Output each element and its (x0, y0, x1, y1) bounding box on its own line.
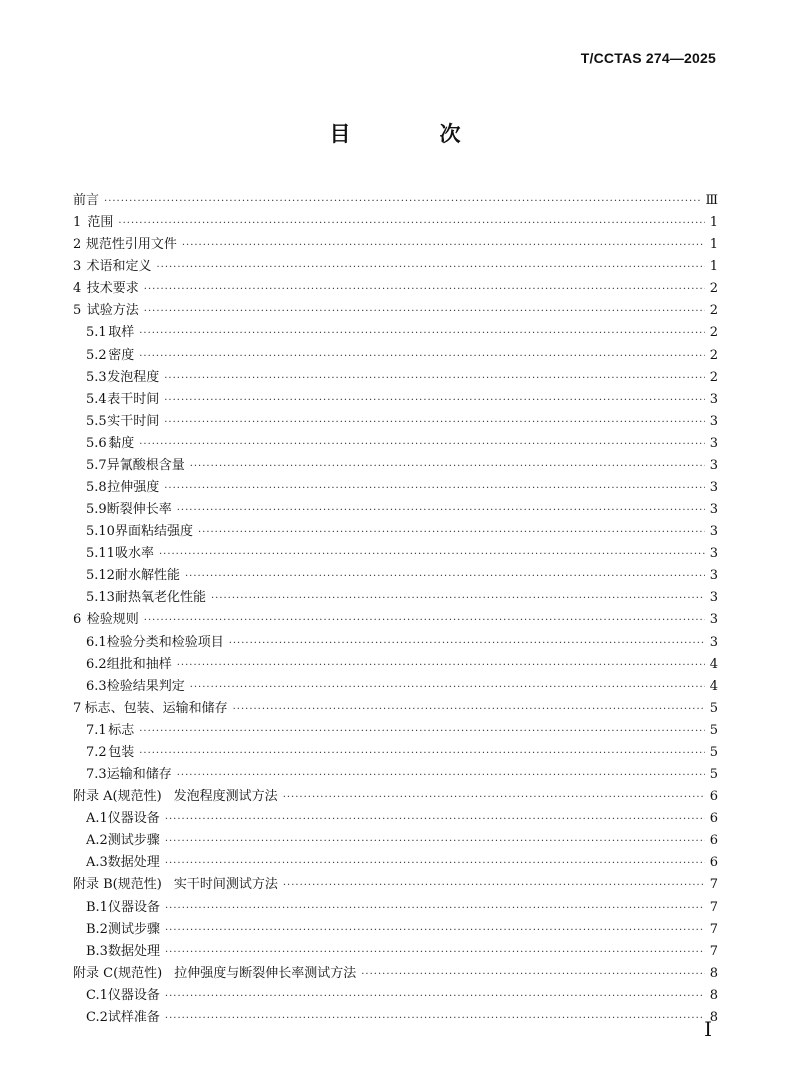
toc-entry[interactable] (73, 763, 718, 785)
toc-entry[interactable] (73, 984, 718, 1006)
toc-entry[interactable] (73, 851, 718, 873)
dot-leader (165, 814, 705, 825)
toc-entry-number: 6.2 (86, 656, 107, 672)
toc-entry[interactable] (73, 719, 718, 741)
toc-entry-number: 5.2 (86, 347, 107, 363)
toc-entry[interactable] (73, 962, 718, 984)
toc-entry-title: 试验方法 (86, 303, 139, 319)
toc-entry-title: 实干时间测试方法 (173, 877, 278, 893)
toc-entry-number: A.3 (86, 855, 108, 871)
toc-entry-number: A.2 (86, 833, 108, 849)
toc-entry[interactable] (73, 873, 718, 895)
toc-entry[interactable] (73, 785, 718, 807)
toc-entry-title: 吸水率 (114, 546, 154, 562)
dot-leader (144, 284, 705, 295)
toc-entry-title: 实干时间 (107, 413, 160, 429)
toc-entry[interactable] (73, 631, 718, 653)
toc-entry-page: Ⅲ (705, 193, 718, 208)
toc-entry-title: 测试步骤 (107, 921, 160, 937)
dot-leader (164, 483, 704, 494)
toc-entry-page: 4 (709, 656, 718, 672)
toc-entry-number: 5.7 (86, 457, 107, 473)
toc-entry-number: 5.5 (86, 413, 107, 429)
dot-leader (177, 770, 705, 781)
dot-leader (165, 858, 705, 869)
toc-entry[interactable] (73, 653, 718, 675)
dot-leader (190, 461, 705, 472)
toc-entry-page: 3 (709, 413, 718, 429)
toc-entry[interactable] (73, 807, 718, 829)
dot-leader (185, 571, 705, 582)
toc-entry-number: 5.9 (86, 502, 107, 518)
toc-entry-number: 3 (73, 259, 82, 275)
toc-entry-page: 3 (709, 457, 718, 473)
toc-entry-page: 2 (709, 347, 718, 363)
dot-leader (233, 704, 705, 715)
toc-entry[interactable] (73, 454, 718, 476)
toc-entry-number: 附录 C(规范性) (73, 965, 163, 981)
toc-entry[interactable] (73, 476, 718, 498)
dot-leader (164, 373, 704, 384)
toc-entry-number: 2 (73, 237, 82, 253)
toc-entry[interactable] (73, 233, 718, 255)
dot-leader (144, 306, 705, 317)
toc-entry-title: 断裂伸长率 (106, 502, 172, 518)
toc-entry[interactable] (73, 542, 718, 564)
toc-entry-number: 5.10 (86, 524, 115, 540)
table-of-contents (73, 189, 718, 1028)
toc-entry-title: 技术要求 (86, 281, 139, 297)
toc-entry-page: 2 (709, 325, 718, 341)
toc-entry-title: 标志、包装、运输和储存 (84, 700, 228, 716)
toc-entry[interactable] (73, 741, 718, 763)
toc-entry[interactable] (73, 277, 718, 299)
toc-entry[interactable] (73, 432, 718, 454)
toc-entry-title: 界面粘结强度 (114, 524, 193, 540)
toc-entry[interactable] (73, 344, 718, 366)
toc-entry-title: 标志 (108, 722, 135, 738)
toc-entry-title: 仪器设备 (107, 987, 160, 1003)
toc-entry[interactable] (73, 608, 718, 630)
toc-entry-number: A.1 (86, 811, 108, 827)
toc-entry-number: B.3 (86, 943, 108, 959)
toc-entry-number: 7.2 (86, 744, 107, 760)
toc-entry-page: 3 (709, 524, 718, 540)
toc-entry-number: 5.13 (86, 590, 115, 606)
dot-leader (139, 328, 705, 339)
toc-entry-page: 3 (709, 546, 718, 562)
toc-entry[interactable] (73, 675, 718, 697)
toc-entry[interactable] (73, 189, 718, 211)
dot-leader (139, 726, 705, 737)
toc-entry-number: 5.12 (86, 568, 115, 584)
dot-leader (165, 836, 705, 847)
toc-entry-title: 拉伸强度与断裂伸长率测试方法 (174, 965, 357, 981)
toc-entry-page: 3 (709, 480, 718, 496)
dot-leader (283, 792, 705, 803)
toc-entry-number: 5 (73, 303, 82, 319)
toc-entry[interactable] (73, 498, 718, 520)
dot-leader (198, 527, 705, 538)
page-title: 目 次 (329, 121, 495, 146)
dot-leader (182, 240, 705, 251)
toc-entry-number: 1 (73, 215, 82, 231)
toc-entry-title: 仪器设备 (107, 811, 160, 827)
toc-entry-title: 范围 (87, 215, 114, 231)
dot-leader (144, 615, 705, 626)
dot-leader (164, 417, 704, 428)
toc-entry[interactable] (73, 299, 718, 321)
toc-entry-number: 7 (73, 700, 82, 716)
toc-entry[interactable] (73, 211, 718, 233)
toc-entry-page: 1 (709, 259, 718, 275)
toc-entry-title: 包装 (108, 744, 135, 760)
toc-entry[interactable] (73, 388, 718, 410)
toc-entry-title: 表干时间 (107, 391, 160, 407)
toc-entry-page: 8 (709, 1009, 718, 1025)
dot-leader (165, 947, 705, 958)
dot-leader (156, 262, 704, 273)
dot-leader (177, 505, 705, 516)
toc-entry-title: 拉伸强度 (107, 480, 160, 496)
toc-entry[interactable] (73, 1006, 718, 1028)
toc-entry-page: 6 (709, 855, 718, 871)
toc-entry-title: 密度 (108, 347, 135, 363)
toc-entry[interactable] (73, 366, 718, 388)
toc-entry-page: 7 (709, 899, 718, 915)
toc-entry-number: 7.1 (86, 722, 107, 738)
toc-entry-title: 前言 (73, 193, 100, 208)
toc-entry-number: 附录 A(规范性) (73, 789, 162, 805)
dot-leader (164, 395, 704, 406)
toc-entry-page: 6 (709, 833, 718, 849)
toc-entry-title: 耐热氧老化性能 (114, 590, 206, 606)
dot-leader (229, 638, 705, 649)
toc-entry-title: 取样 (108, 325, 135, 341)
toc-entry-page: 7 (709, 943, 718, 959)
toc-entry-page: 3 (709, 435, 718, 451)
toc-entry-title: 术语和定义 (86, 259, 152, 275)
toc-entry-page: 3 (709, 391, 718, 407)
toc-entry[interactable] (73, 829, 718, 851)
toc-entry-number: 6.3 (86, 678, 107, 694)
toc-entry-page: 2 (709, 303, 718, 319)
toc-entry-title: 试样准备 (107, 1009, 160, 1025)
toc-entry-title: 测试步骤 (107, 833, 160, 849)
toc-entry-number: B.2 (86, 921, 108, 937)
toc-entry-title: 运输和储存 (106, 767, 172, 783)
page-number: I (704, 1017, 712, 1041)
toc-entry-page: 5 (709, 722, 718, 738)
toc-entry[interactable] (73, 918, 718, 940)
toc-entry-page: 1 (709, 237, 718, 253)
toc-entry-title: 检验分类和检验项目 (106, 634, 224, 650)
toc-entry-number: 6 (73, 612, 82, 628)
toc-entry-title: 规范性引用文件 (85, 237, 177, 253)
toc-entry[interactable] (73, 255, 718, 277)
toc-entry-number: 4 (73, 281, 82, 297)
toc-entry-title: 检验规则 (86, 612, 139, 628)
toc-entry[interactable] (73, 896, 718, 918)
toc-entry-page: 5 (709, 744, 718, 760)
dot-leader (139, 748, 705, 759)
dot-leader (159, 549, 705, 560)
dot-leader (165, 925, 705, 936)
toc-entry-number: 5.4 (86, 391, 107, 407)
dot-leader (190, 682, 705, 693)
toc-entry-page: 3 (709, 590, 718, 606)
dot-leader (211, 593, 705, 604)
toc-entry-title: 发泡程度 (107, 369, 160, 385)
toc-entry-page: 7 (709, 877, 718, 893)
toc-entry-title: 仪器设备 (107, 899, 160, 915)
toc-entry-page: 8 (709, 965, 718, 981)
toc-entry-number: 7.3 (86, 767, 107, 783)
toc-entry-number: B.1 (86, 899, 108, 915)
toc-entry-page: 2 (709, 281, 718, 297)
dot-leader (139, 439, 705, 450)
dot-leader (283, 880, 705, 891)
dot-leader (165, 1013, 705, 1024)
toc-entry-number: 5.3 (86, 369, 107, 385)
toc-entry[interactable] (73, 586, 718, 608)
toc-entry-page: 3 (709, 612, 718, 628)
toc-entry-title: 异氰酸根含量 (106, 457, 185, 473)
toc-entry-page: 5 (709, 700, 718, 716)
toc-entry-page: 5 (709, 767, 718, 783)
toc-entry-number: 5.1 (86, 325, 107, 341)
toc-entry-page: 3 (709, 634, 718, 650)
toc-entry-page: 4 (709, 678, 718, 694)
toc-entry-title: 数据处理 (107, 855, 160, 871)
standard-code: T/CCTAS 274—2025 (580, 50, 716, 66)
toc-entry-number: C.1 (86, 987, 108, 1003)
toc-entry-title: 耐水解性能 (114, 568, 180, 584)
toc-entry-page: 3 (709, 568, 718, 584)
dot-leader (118, 218, 704, 229)
dot-leader (177, 660, 705, 671)
toc-entry-title: 检验结果判定 (106, 678, 185, 694)
toc-entry-number: 6.1 (86, 634, 107, 650)
toc-entry[interactable] (73, 940, 718, 962)
dot-leader (165, 991, 705, 1002)
toc-entry-page: 6 (709, 789, 718, 805)
dot-leader (104, 196, 700, 207)
toc-entry[interactable] (73, 321, 718, 343)
toc-entry-number: 5.8 (86, 480, 107, 496)
toc-entry-page: 7 (709, 921, 718, 937)
toc-entry[interactable] (73, 697, 718, 719)
toc-entry-number: 5.11 (86, 546, 115, 562)
dot-leader (139, 351, 705, 362)
toc-entry-number: 附录 B(规范性) (73, 877, 162, 893)
toc-entry-page: 8 (709, 987, 718, 1003)
toc-entry[interactable] (73, 520, 718, 542)
toc-entry[interactable] (73, 564, 718, 586)
toc-entry-page: 1 (709, 215, 718, 231)
toc-entry-page: 6 (709, 811, 718, 827)
toc-entry-title: 发泡程度测试方法 (173, 789, 278, 805)
toc-entry-page: 3 (709, 502, 718, 518)
toc-entry-title: 数据处理 (107, 943, 160, 959)
toc-entry-title: 黏度 (108, 435, 135, 451)
dot-leader (361, 969, 704, 980)
dot-leader (165, 903, 705, 914)
toc-entry[interactable] (73, 410, 718, 432)
toc-entry-number: C.2 (86, 1009, 108, 1025)
toc-entry-number: 5.6 (86, 435, 107, 451)
toc-entry-page: 2 (709, 369, 718, 385)
toc-entry-title: 组批和抽样 (106, 656, 172, 672)
